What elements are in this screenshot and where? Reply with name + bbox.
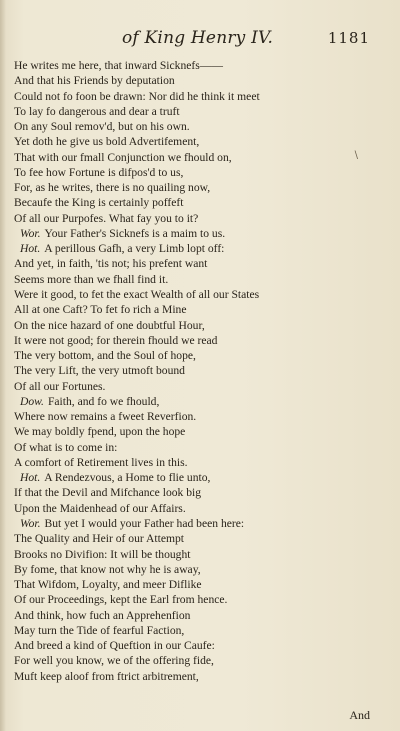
text-line bbox=[14, 256, 374, 271]
line-text: Seems more than we fhall find it. bbox=[14, 272, 169, 286]
text-line bbox=[14, 424, 374, 439]
line-text: But yet I would your Father had been here: bbox=[44, 516, 245, 530]
text-line bbox=[14, 180, 374, 195]
line-text: Where now remains a fweet Reverfion. bbox=[14, 410, 197, 424]
line-text: On the nice hazard of one doubtful Hour, bbox=[14, 318, 205, 332]
line-text: May turn the Tide of fearful Faction, bbox=[14, 623, 185, 637]
text-line bbox=[14, 363, 374, 378]
page-number: 1181 bbox=[327, 29, 370, 47]
text-line bbox=[14, 379, 374, 394]
text-line bbox=[14, 150, 374, 165]
line-text: Of all our Fortunes. bbox=[14, 379, 106, 393]
text-line bbox=[14, 409, 374, 424]
text-line bbox=[14, 455, 374, 470]
text-line bbox=[14, 302, 374, 317]
text-line bbox=[14, 226, 374, 241]
line-text: Of our Proceedings, kept the Earl from hence. bbox=[14, 593, 228, 607]
text-line bbox=[14, 165, 374, 180]
speaker-prefix: Hot. bbox=[20, 471, 41, 485]
text-line bbox=[14, 516, 374, 531]
catchword: And bbox=[349, 708, 370, 722]
line-text: Upon the Maidenhead of our Affairs. bbox=[14, 501, 186, 515]
line-text: That Wifdom, Loyalty, and meer Diflike bbox=[14, 578, 202, 592]
text-line bbox=[14, 89, 374, 104]
line-text: The Quality and Heir of our Attempt bbox=[14, 532, 184, 546]
line-text: Of what is to come in: bbox=[14, 440, 118, 454]
speaker-prefix: Dow. bbox=[20, 394, 44, 408]
text-line bbox=[14, 501, 374, 516]
text-line bbox=[14, 287, 374, 302]
text-line bbox=[14, 318, 374, 333]
line-text: Muft keep aloof from ftrict arbitrement, bbox=[14, 669, 199, 683]
text-line bbox=[14, 104, 374, 119]
line-text: And breed a kind of Queftion in our Caufe: bbox=[14, 639, 215, 653]
text-line bbox=[14, 119, 374, 134]
line-text: On any Soul remov'd, but on his own. bbox=[14, 120, 190, 134]
line-text: Your Father's Sicknefs is a maim to us. bbox=[44, 226, 226, 240]
text-line bbox=[14, 134, 374, 149]
page-gutter-shadow bbox=[0, 0, 6, 731]
verse-text-block bbox=[14, 58, 374, 684]
line-text: To lay fo dangerous and dear a truft bbox=[14, 104, 180, 118]
speaker-prefix: Wor. bbox=[20, 226, 41, 240]
line-text: And yet, in faith, 'tis not; his prefent want bbox=[14, 257, 208, 271]
text-line bbox=[14, 608, 374, 623]
text-line bbox=[14, 333, 374, 348]
line-text: The very Lift, the very utmoft bound bbox=[14, 364, 185, 378]
text-line bbox=[14, 348, 374, 363]
text-line bbox=[14, 73, 374, 88]
text-line bbox=[14, 241, 374, 256]
line-text: For well you know, we of the offering fide, bbox=[14, 654, 214, 668]
text-line bbox=[14, 211, 374, 226]
text-line bbox=[14, 440, 374, 455]
text-line bbox=[14, 653, 374, 668]
line-text: To fee how Fortune is difpos'd to us, bbox=[14, 165, 184, 179]
text-line bbox=[14, 531, 374, 546]
text-line bbox=[14, 58, 374, 73]
text-line bbox=[14, 562, 374, 577]
text-line bbox=[14, 394, 374, 409]
text-line bbox=[14, 577, 374, 592]
line-text: Faith, and fo we fhould, bbox=[47, 394, 160, 408]
text-line bbox=[14, 272, 374, 287]
line-text: All at one Caft? To fet fo rich a Mine bbox=[14, 303, 187, 317]
text-line bbox=[14, 470, 374, 485]
line-text: By fome, that know not why he is away, bbox=[14, 562, 201, 576]
text-line bbox=[14, 638, 374, 653]
line-text: If that the Devil and Mifchance look big bbox=[14, 486, 202, 500]
line-text: A perillous Gafh, a very Limb lopt off: bbox=[44, 242, 225, 256]
line-text: For, as he writes, there is no quailing now, bbox=[14, 181, 211, 195]
text-line bbox=[14, 485, 374, 500]
text-line bbox=[14, 195, 374, 210]
line-text: And that his Friends by deputation bbox=[14, 74, 175, 88]
line-text: And think, how fuch an Apprehenfion bbox=[14, 608, 191, 622]
line-text: He writes me here, that inward Sicknefs—— bbox=[14, 59, 223, 72]
line-text: A Rendezvous, a Home to flie unto, bbox=[44, 471, 211, 485]
line-text: That with our fmall Conjunction we fhould on, bbox=[14, 150, 232, 164]
line-text: Could not fo foon be drawn: Nor did he think it meet bbox=[14, 89, 260, 103]
line-text: Of all our Purpofes. What fay you to it? bbox=[14, 211, 199, 225]
speaker-prefix: Wor. bbox=[20, 516, 41, 530]
line-text: We may boldly fpend, upon the hope bbox=[14, 425, 186, 439]
running-title: of King Henry IV. bbox=[122, 28, 274, 48]
speaker-prefix: Hot. bbox=[20, 242, 41, 256]
text-line bbox=[14, 547, 374, 562]
line-text: Yet doth he give us bold Advertifement, bbox=[14, 135, 200, 149]
line-text: It were not good; for therein fhould we read bbox=[14, 333, 218, 347]
page-header bbox=[0, 28, 400, 52]
line-text: Were it good, to fet the exact Wealth of all our States bbox=[14, 287, 260, 301]
margin-mark: \ bbox=[354, 150, 358, 161]
text-line bbox=[14, 592, 374, 607]
line-text: A comfort of Retirement lives in this. bbox=[14, 455, 188, 469]
line-text: Brooks no Divifion: It will be thought bbox=[14, 547, 191, 561]
line-text: Becaufe the King is certainly poffeft bbox=[14, 196, 184, 210]
text-line bbox=[14, 623, 374, 638]
text-line bbox=[14, 669, 374, 684]
line-text: The very bottom, and the Soul of hope, bbox=[14, 349, 196, 363]
